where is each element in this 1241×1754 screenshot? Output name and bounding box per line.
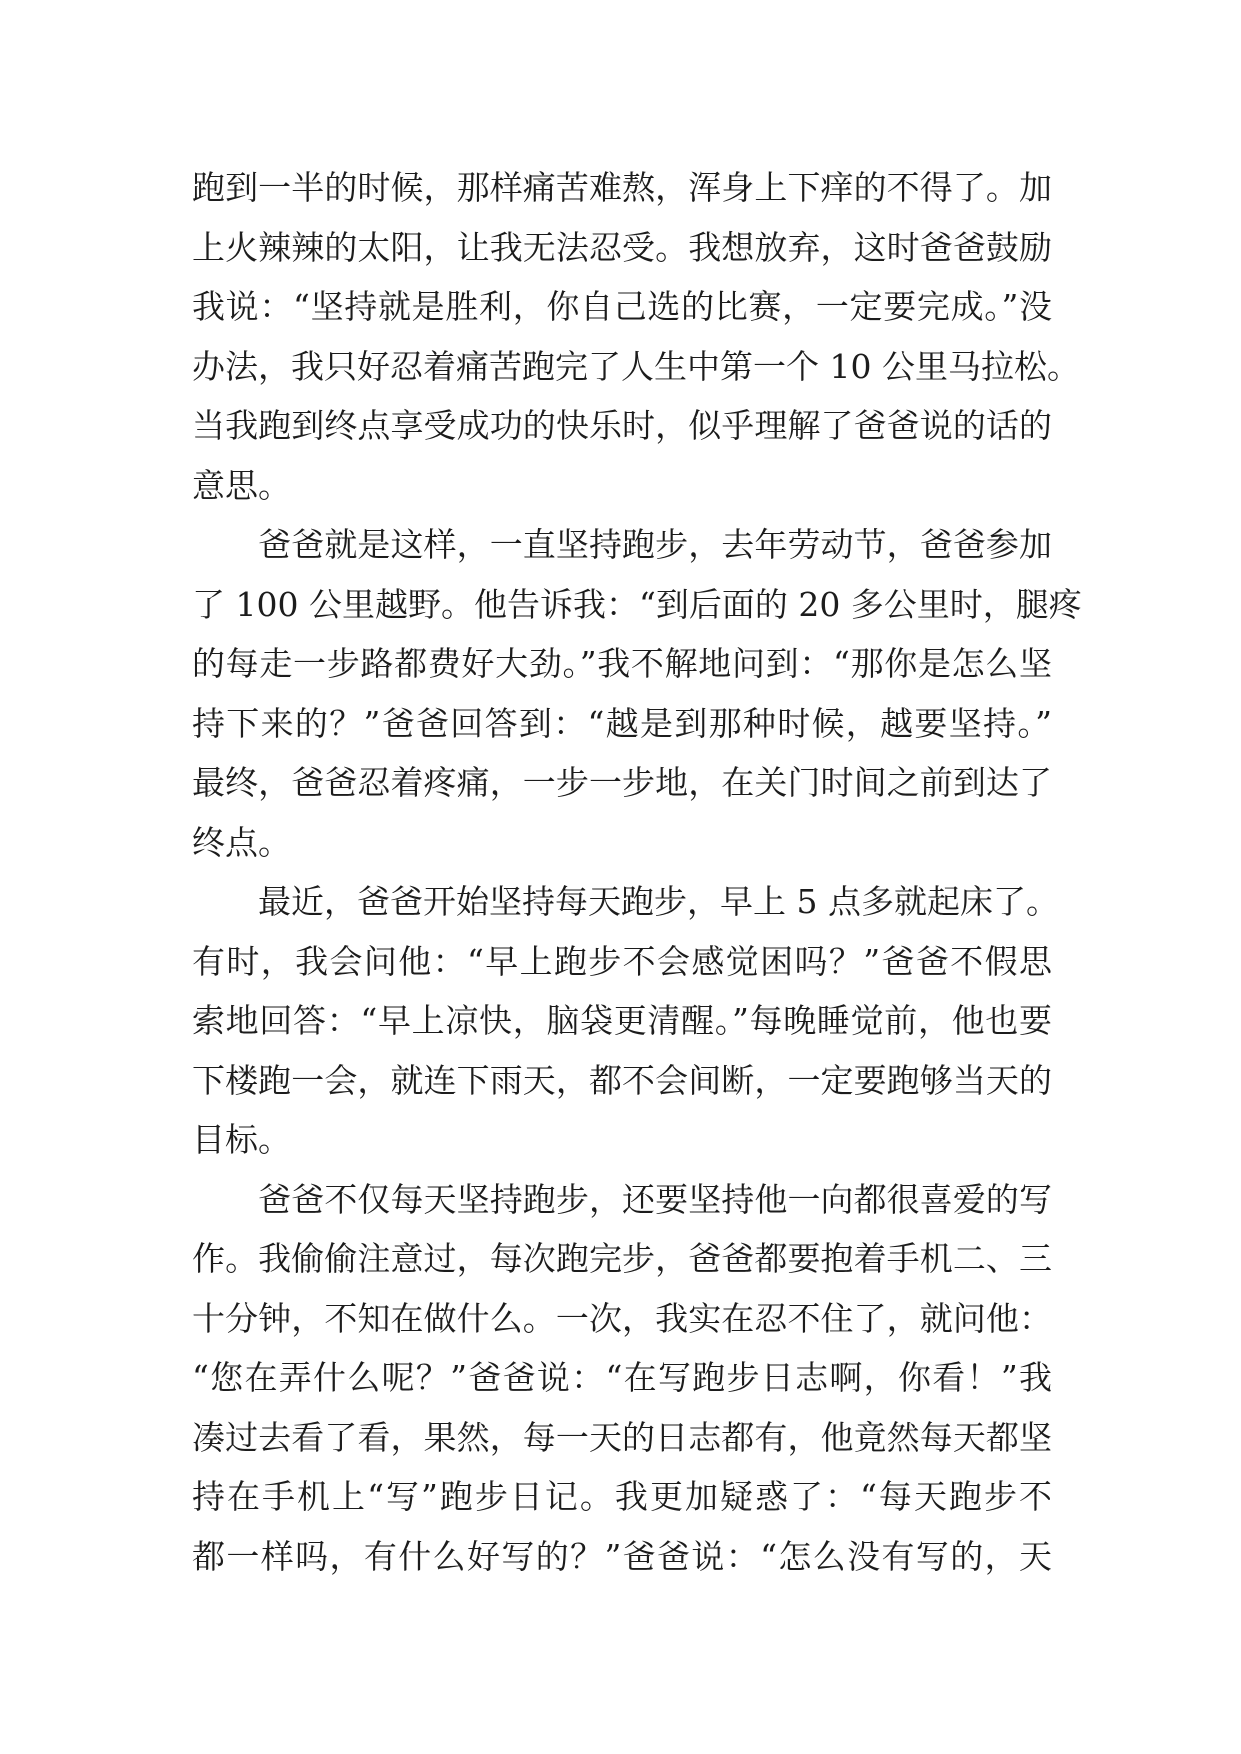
text-line: 上火辣辣的太阳，让我无法忍受。我想放弃，这时爸爸鼓励 (192, 227, 1052, 267)
text-line: 爸爸就是这样，一直坚持跑步，去年劳动节，爸爸参加 (192, 525, 1052, 564)
text-line: 有时，我会问他：“早上跑步不会感觉困吗？”爸爸不假思 (192, 941, 1052, 981)
text-line: 持下来的？”爸爸回答到：“越是到那种时候，越要坚持。” (192, 703, 1052, 743)
text-line: 当我跑到终点享受成功的快乐时，似乎理解了爸爸说的话的 (192, 406, 1052, 445)
text-line: 的每走一步路都费好大劲。”我不解地问到：“那你是怎么坚 (192, 644, 1052, 683)
text-line: 办法，我只好忍着痛苦跑完了人生中第一个 10 公里马拉松。 (192, 346, 1080, 386)
text-line: 持在手机上“写”跑步日记。我更加疑惑了：“每天跑步不 (192, 1477, 1052, 1516)
text-line: 我说：“坚持就是胜利，你自己选的比赛，一定要完成。”没 (192, 287, 1052, 326)
text-line: 跑到一半的时候，那样痛苦难熬，浑身上下痒的不得了。加 (192, 168, 1052, 207)
body-text (192, 158, 1082, 1586)
text-line: “您在弄什么呢？”爸爸说：“在写跑步日志啊，你看！”我 (192, 1358, 1052, 1397)
text-line: 爸爸不仅每天坚持跑步，还要坚持他一向都很喜爱的写 (192, 1179, 1052, 1219)
text-line: 都一样吗，有什么好写的？”爸爸说：“怎么没有写的，天 (192, 1536, 1052, 1576)
text-line: 凑过去看了看，果然，每一天的日志都有，他竟然每天都坚 (192, 1417, 1052, 1457)
text-line: 下楼跑一会，就连下雨天，都不会间断，一定要跑够当天的 (192, 1060, 1052, 1100)
text-line: 最终，爸爸忍着疼痛，一步一步地，在关门时间之前到达了 (192, 763, 1052, 802)
text-line: 索地回答：“早上凉快，脑袋更清醒。”每晚睡觉前，他也要 (192, 1001, 1052, 1040)
text-line: 意思。 (192, 465, 291, 505)
text-line: 了 100 公里越野。他告诉我：“到后面的 20 多公里时，腿疼 (192, 584, 1082, 624)
text-line: 目标。 (192, 1120, 291, 1159)
text-line: 十分钟，不知在做什么。一次，我实在忍不住了，就问他： (192, 1298, 1052, 1338)
text-line: 终点。 (192, 822, 291, 862)
text-line: 作。我偷偷注意过，每次跑完步，爸爸都要抱着手机二、三 (192, 1239, 1052, 1278)
text-line: 最近，爸爸开始坚持每天跑步，早上 5 点多就起床了。 (192, 882, 1059, 921)
